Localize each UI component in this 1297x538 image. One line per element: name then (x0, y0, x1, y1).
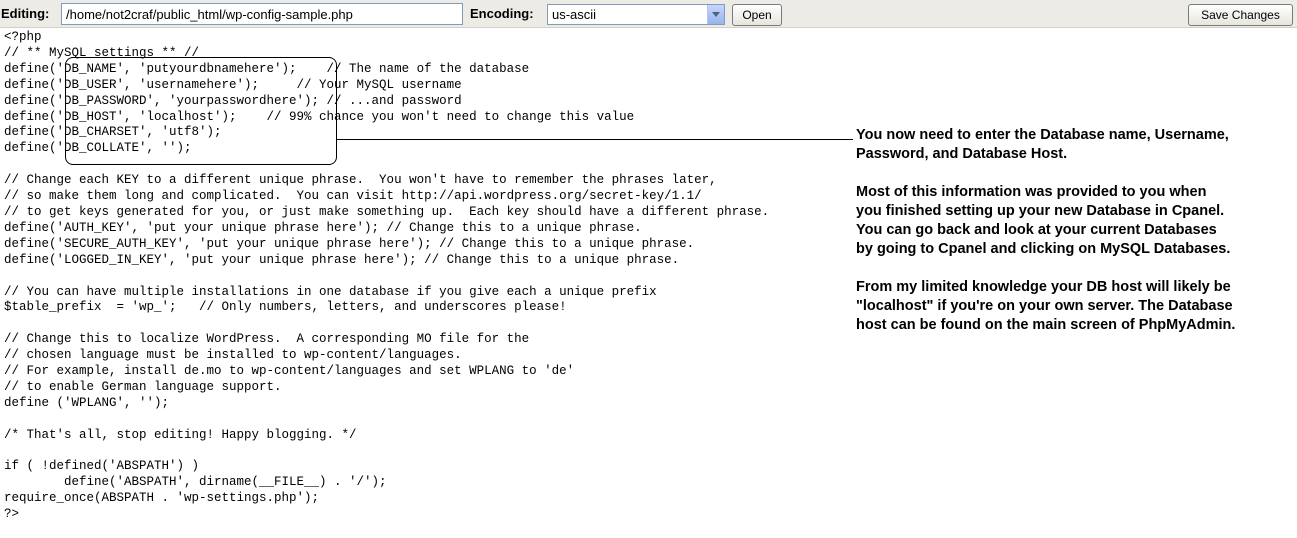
code-line: define('ABSPATH', dirname(__FILE__) . '/'); (4, 475, 387, 490)
open-button[interactable]: Open (732, 4, 782, 26)
chevron-down-icon[interactable] (707, 5, 724, 24)
code-line (4, 444, 769, 460)
code-line: if ( !defined('ABSPATH') ) (4, 459, 200, 474)
save-changes-button[interactable]: Save Changes (1188, 4, 1293, 26)
code-line: define('LOGGED_IN_KEY', 'put your unique phrase here'); // Change this to a unique phrase. (4, 252, 680, 267)
code-line: define('DB_NAME', 'putyourdbnamehere'); // The name of the database (4, 61, 530, 76)
code-line: ?> (4, 507, 20, 522)
code-line: // chosen language must be installed to wp-content/languages. (4, 348, 462, 363)
code-line: // Change this to localize WordPress. A corresponding MO file for the (4, 332, 530, 347)
code-line: // ** MySQL settings ** // (4, 45, 200, 60)
code-line: // Change each KEY to a different unique phrase. You won't have to remember the phrases later, (4, 173, 717, 188)
code-line: define('DB_PASSWORD', 'yourpasswordhere'); // ...and password (4, 93, 462, 108)
annotation-note (856, 126, 1236, 354)
note-paragraph-3: From my limited knowledge your DB host will likely be "localhost" if you're on your own server. The Database host can be found on the main screen of PhpMyAdmin. (856, 279, 1236, 333)
code-line: define('DB_CHARSET', 'utf8'); (4, 125, 222, 140)
code-line: // For example, install de.mo to wp-content/languages and set WPLANG to 'de' (4, 364, 575, 379)
code-line (4, 269, 769, 285)
editor-toolbar (0, 0, 1297, 28)
code-line: define('DB_USER', 'usernamehere'); // Your MySQL username (4, 77, 462, 92)
code-line (4, 316, 769, 332)
code-line: $table_prefix = 'wp_'; // Only numbers, letters, and underscores please! (4, 300, 567, 315)
encoding-label: Encoding: (470, 6, 534, 21)
note-paragraph-2: Most of this information was provided to you when you finished setting up your new Database in Cpanel. You can go back and look at your current Databases by going to Cpanel and clicking on MySQL Databases. (856, 184, 1231, 257)
code-line: /* That's all, stop editing! Happy blogging. */ (4, 427, 357, 442)
code-line: <?php (4, 30, 42, 44)
encoding-value: us-ascii (552, 7, 597, 22)
note-paragraph-1: You now need to enter the Database name, Username, Password, and Database Host. (856, 127, 1229, 162)
code-line: // to get keys generated for you, or just make something up. Each key should have a different phrase. (4, 204, 770, 219)
code-line: define('SECURE_AUTH_KEY', 'put your unique phrase here'); // Change this to a unique phrase. (4, 236, 695, 251)
code-line: require_once(ABSPATH . 'wp-settings.php'); (4, 491, 320, 506)
code-line: define('DB_HOST', 'localhost'); // 99% chance you won't need to change this value (4, 109, 635, 124)
encoding-select[interactable] (547, 4, 725, 25)
code-line: // You can have multiple installations in one database if you give each a unique prefix (4, 284, 657, 299)
db-settings-highlight-box (65, 57, 337, 165)
code-line (4, 412, 769, 428)
code-line: // to enable German language support. (4, 379, 282, 394)
file-path-input[interactable] (61, 3, 463, 25)
callout-connector-line (337, 139, 853, 140)
code-line: // so make them long and complicated. You can visit http://api.wordpress.org/secret-key/1.1/ (4, 189, 702, 204)
code-line: define('DB_COLLATE', ''); (4, 141, 192, 156)
code-line: define ('WPLANG', ''); (4, 395, 170, 410)
editing-label: Editing: (1, 6, 50, 21)
code-line: define('AUTH_KEY', 'put your unique phrase here'); // Change this to a unique phrase. (4, 220, 642, 235)
